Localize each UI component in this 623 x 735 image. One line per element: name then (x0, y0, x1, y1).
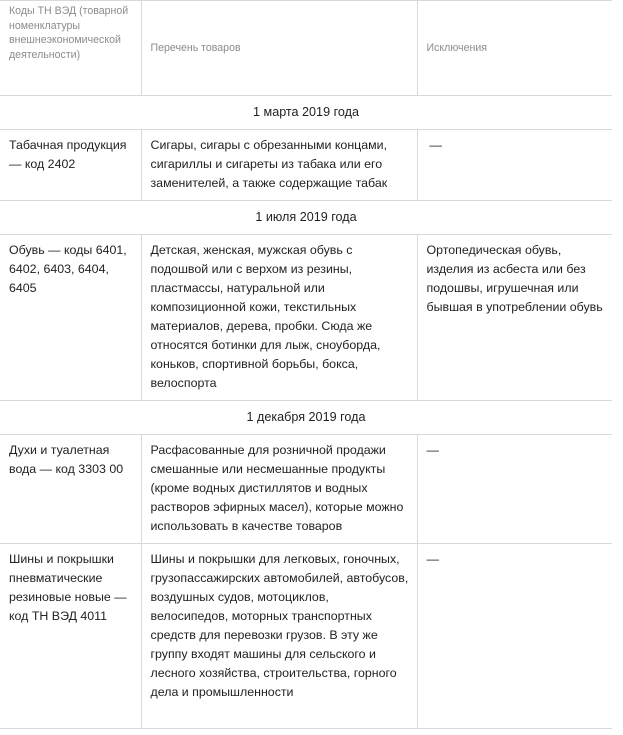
header-exceptions: Исключения (417, 1, 612, 96)
goods-cell: Сигары, сигары с обрезанными концами, сигариллы и сигареты из табака или его заменителей, а также содержащие табак (141, 130, 417, 201)
header-codes: Коды ТН ВЭД (товарной номенклатуры внешнеэкономической деятельности) (0, 1, 141, 96)
table-row (0, 130, 612, 201)
exceptions-cell: — (417, 130, 612, 201)
exceptions-cell: Ортопедическая обувь, изделия из асбеста или без подошвы, игрушечная или бывшая в употреблении обувь (417, 235, 612, 401)
header-goods: Перечень товаров (141, 1, 417, 96)
exceptions-cell: — (417, 544, 612, 729)
table-row (0, 544, 612, 729)
date-row (0, 96, 612, 130)
date-row (0, 201, 612, 235)
goods-cell: Шины и покрышки для легковых, гоночных, грузопассажирских автомобилей, автобусов, воздушных судов, мотоциклов, велосипедов, моторных транспортных средств для перевозки грузов. В эту же группу входят машины для сельского и лесного хозяйства, строительства, горного дела и промышленности (141, 544, 417, 729)
date-label: 1 марта 2019 года (0, 96, 612, 130)
table-row (0, 435, 612, 544)
table-header-row (0, 1, 612, 96)
exceptions-cell: — (417, 435, 612, 544)
date-row (0, 401, 612, 435)
table-row (0, 235, 612, 401)
category-cell: Обувь — коды 6401, 6402, 6403, 6404, 6405 (0, 235, 141, 401)
goods-cell: Детская, женская, мужская обувь с подошвой или с верхом из резины, пластмассы, натуральной или композиционной кожи, текстильных материалов, дерева, пробки. Сюда же относятся ботинки для лыж, сноуборда, коньков, спортивной борьбы, бокса, велоспорта (141, 235, 417, 401)
category-cell: Шины и покрышки пневматические резиновые новые — код ТН ВЭД 4011 (0, 544, 141, 729)
category-cell: Духи и туалетная вода — код 3303 00 (0, 435, 141, 544)
date-label: 1 декабря 2019 года (0, 401, 612, 435)
goods-cell: Расфасованные для розничной продажи смешанные или несмешанные продукты (кроме водных дистиллятов и водных растворов эфирных масел), которые можно использовать в качестве товаров (141, 435, 417, 544)
category-cell: Табачная продукция — код 2402 (0, 130, 141, 201)
date-label: 1 июля 2019 года (0, 201, 612, 235)
